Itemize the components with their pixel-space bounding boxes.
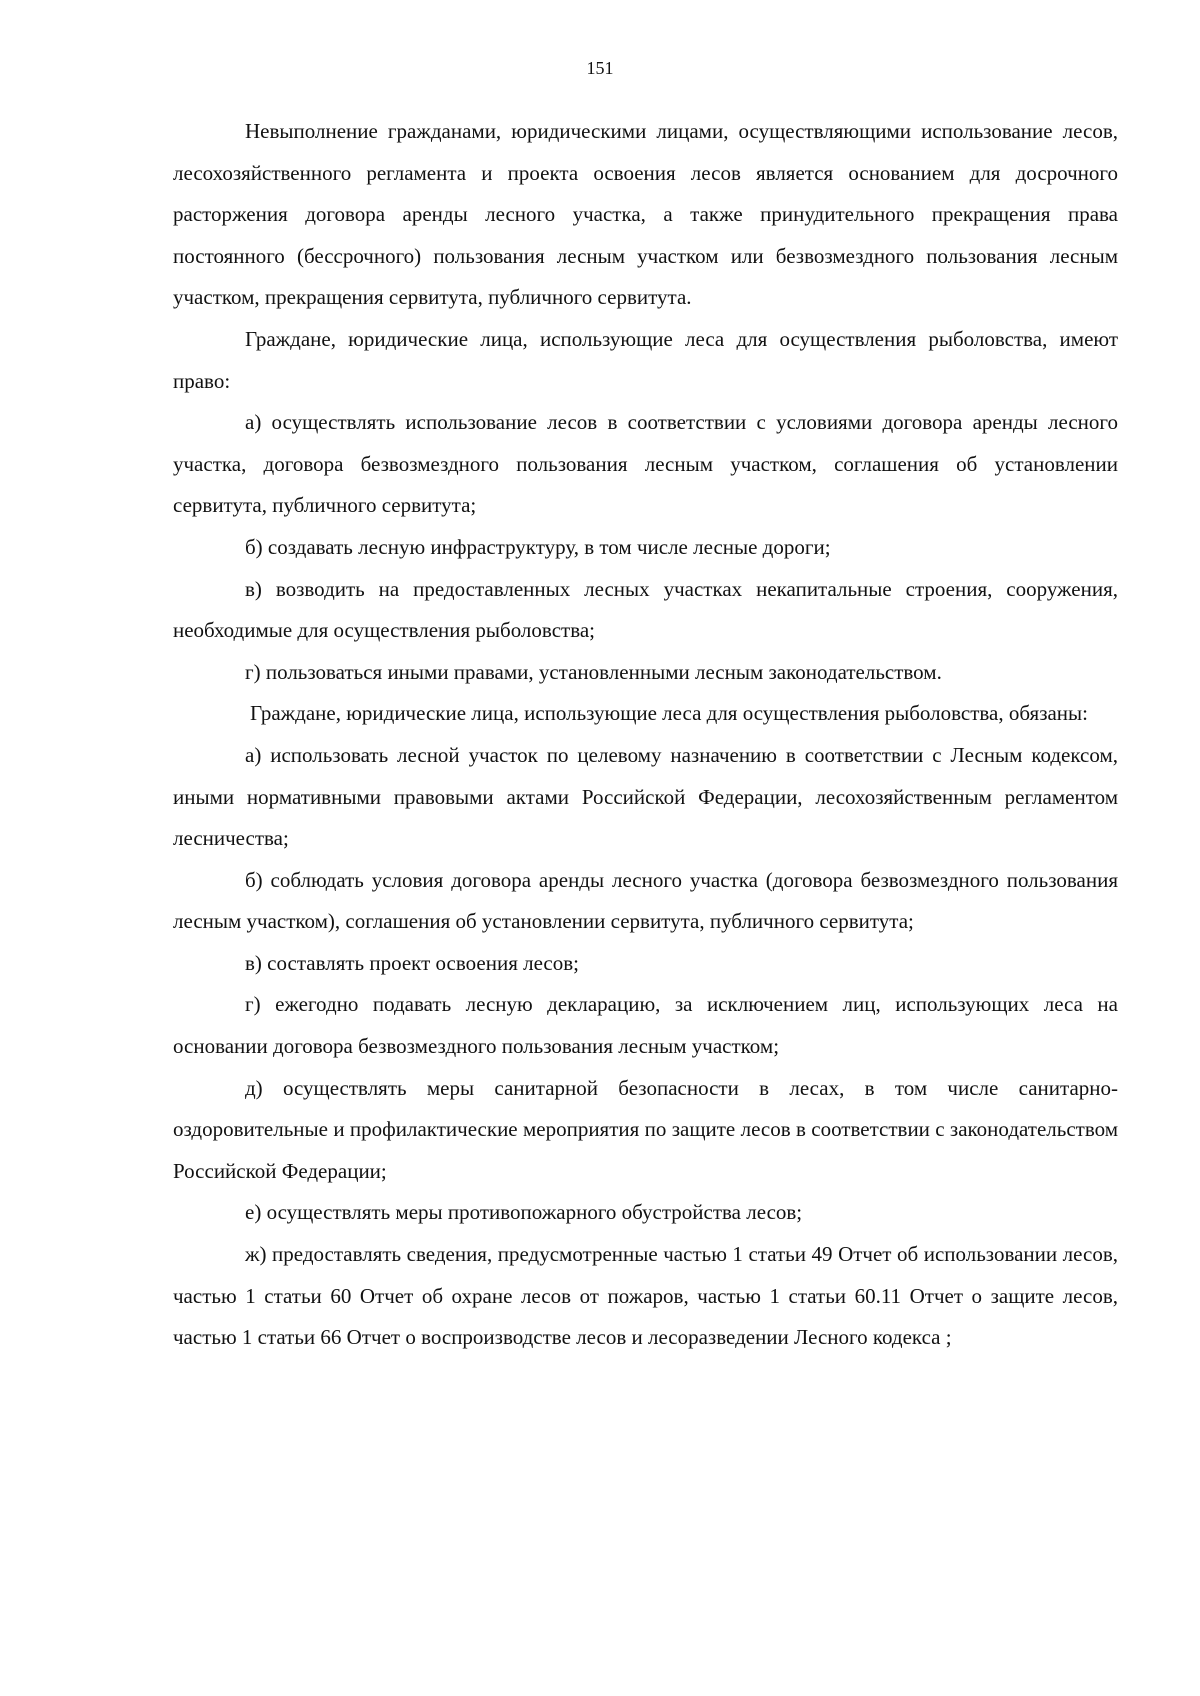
paragraph-duties-intro: Граждане, юридические лица, использующие леса для осуществления рыболовства, обязаны: (250, 701, 1088, 726)
document-body (173, 111, 1118, 1359)
paragraph-rights-intro: Граждане, юридические лица, использующие леса для осуществления рыболовства, имеют право: (173, 326, 1118, 393)
paragraph-duty-c: в) составлять проект освоения лесов; (245, 950, 580, 975)
paragraph-right-b: б) создавать лесную инфраструктуру, в том числе лесные дороги; (245, 534, 831, 559)
page-number: 151 (586, 58, 614, 78)
paragraph-right-c: в) возводить на предоставленных лесных участках некапитальные строения, сооружения, необходимые для осуществления рыболовства; (173, 576, 1118, 643)
paragraph-duty-f: е) осуществлять меры противопожарного обустройства лесов; (245, 1200, 803, 1225)
paragraph-duty-a: а) использовать лесной участок по целевому назначению в соответствии с Лесным кодексом, иными нормативными правовыми актами Российской Федерации, лесохозяйственным регламентом лесничества; (173, 742, 1118, 851)
paragraph-right-d: г) пользоваться иными правами, установленными лесным законодательством. (245, 659, 942, 684)
paragraph-right-a: а) осуществлять использование лесов в соответствии с условиями договора аренды лесного участка, договора безвозмездного пользования лесным участком, соглашения об установлении сервитута, публичного сервитута; (173, 410, 1118, 518)
paragraph-duty-g: ж) предоставлять сведения, предусмотренные частью 1 статьи 49 Отчет об использовании лесов, частью 1 статьи 60 Отчет об охране лесов от пожаров, частью 1 статьи 60.11 Отчет о защите лесов, частью 1 статьи 66 Отчет о воспроизводстве лесов и лесоразведении Лесного кодекса ; (173, 1242, 1118, 1350)
paragraph-duty-d: г) ежегодно подавать лесную декларацию, за исключением лиц, использующих леса на основании договора безвозмездного пользования лесным участком; (173, 992, 1118, 1059)
paragraph-non-compliance: Невыполнение гражданами, юридическими лицами, осуществляющими использование лесов, лесохозяйственного регламента и проекта освоения лесов является основанием для досрочного расторжения договора аренды лесного участка, а также принудительного прекращения права постоянного (бессрочного) пользования лесным участком или безвозмездного пользования лесным участком, прекращения сервитута, публичного сервитута. (173, 119, 1118, 310)
paragraph-duty-b: б) соблюдать условия договора аренды лесного участка (договора безвозмездного пользования лесным участком), соглашения об установлении сервитута, публичного сервитута; (173, 867, 1118, 934)
paragraph-duty-e: д) осуществлять меры санитарной безопасности в лесах, в том числе санитарно-оздоровительные и профилактические мероприятия по защите лесов в соответствии с законодательством Российской Федерации; (173, 1075, 1118, 1183)
